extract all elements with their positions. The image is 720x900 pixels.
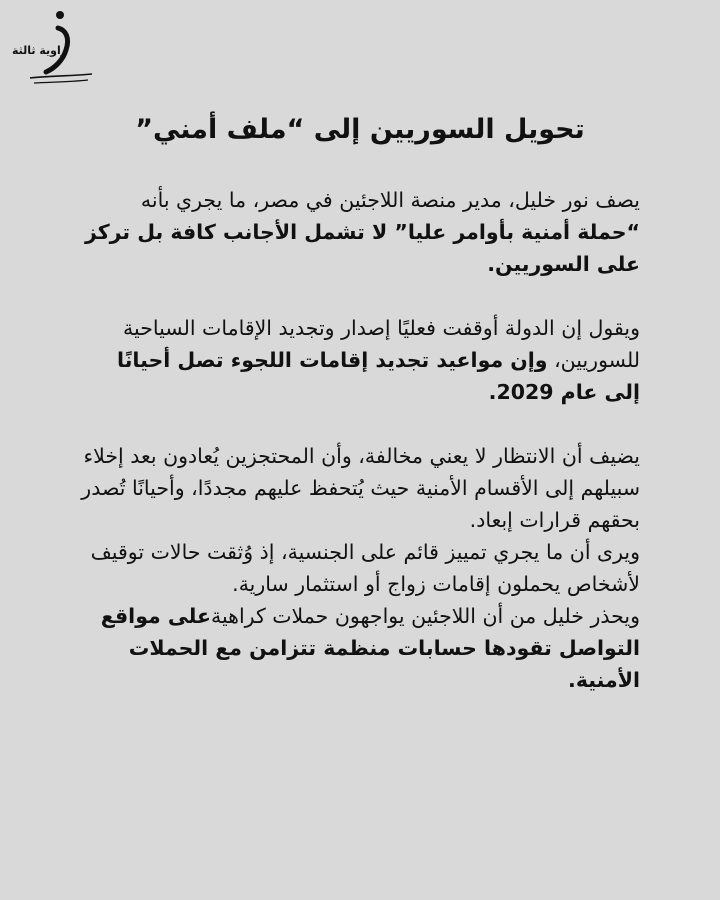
paragraph-1-text: يصف نور خليل، مدير منصة اللاجئين في مصر، ما يجري بأنه: [140, 188, 640, 212]
paragraph-3-text: يضيف أن الانتظار لا يعني مخالفة، وأن المحتجزين يُعادون بعد إخلاء سبيلهم إلى الأقسام الأمنية حيث يُتحفظ عليهم مجددًا، وأحيانًا تُصدر بحقهم قرارات إبعاد.: [81, 444, 640, 532]
paragraph-4: [80, 536, 640, 600]
paragraph-5: [80, 600, 640, 696]
paragraph-1-bold: “حملة أمنية بأوامر عليا” لا تشمل الأجانب كافة بل تركز على السوريين.: [84, 220, 640, 276]
paragraph-5-bold: على مواقع التواصل تقودها حسابات منظمة تتزامن مع الحملات الأمنية.: [100, 604, 640, 692]
paragraph-2-text: ويقول إن الدولة أوقفت فعليًا إصدار وتجديد الإقامات السياحية للسوريين،: [123, 316, 640, 372]
paragraph-2-bold: وإن مواعيد تجديد إقامات اللجوء تصل أحيانًا إلى عام 2029.: [117, 348, 640, 404]
site-logo: [8, 6, 98, 86]
paragraph-4-text: ويرى أن ما يجري تمييز قائم على الجنسية، إذ وُثقت حالات توقيف لأشخاص يحملون إقامات زواج أو استثمار سارية.: [90, 540, 640, 596]
paragraph-2: [80, 312, 640, 408]
article-title: تحويل السوريين إلى “ملف أمني”: [135, 114, 585, 146]
paragraph-5-text: ويحذر خليل من أن اللاجئين يواجهون حملات كراهية: [210, 604, 640, 628]
paragraph-1: [80, 184, 640, 280]
logo-text: زاوية ثالثة: [12, 44, 68, 57]
paragraph-3: [80, 440, 640, 536]
article-body: [80, 184, 640, 696]
